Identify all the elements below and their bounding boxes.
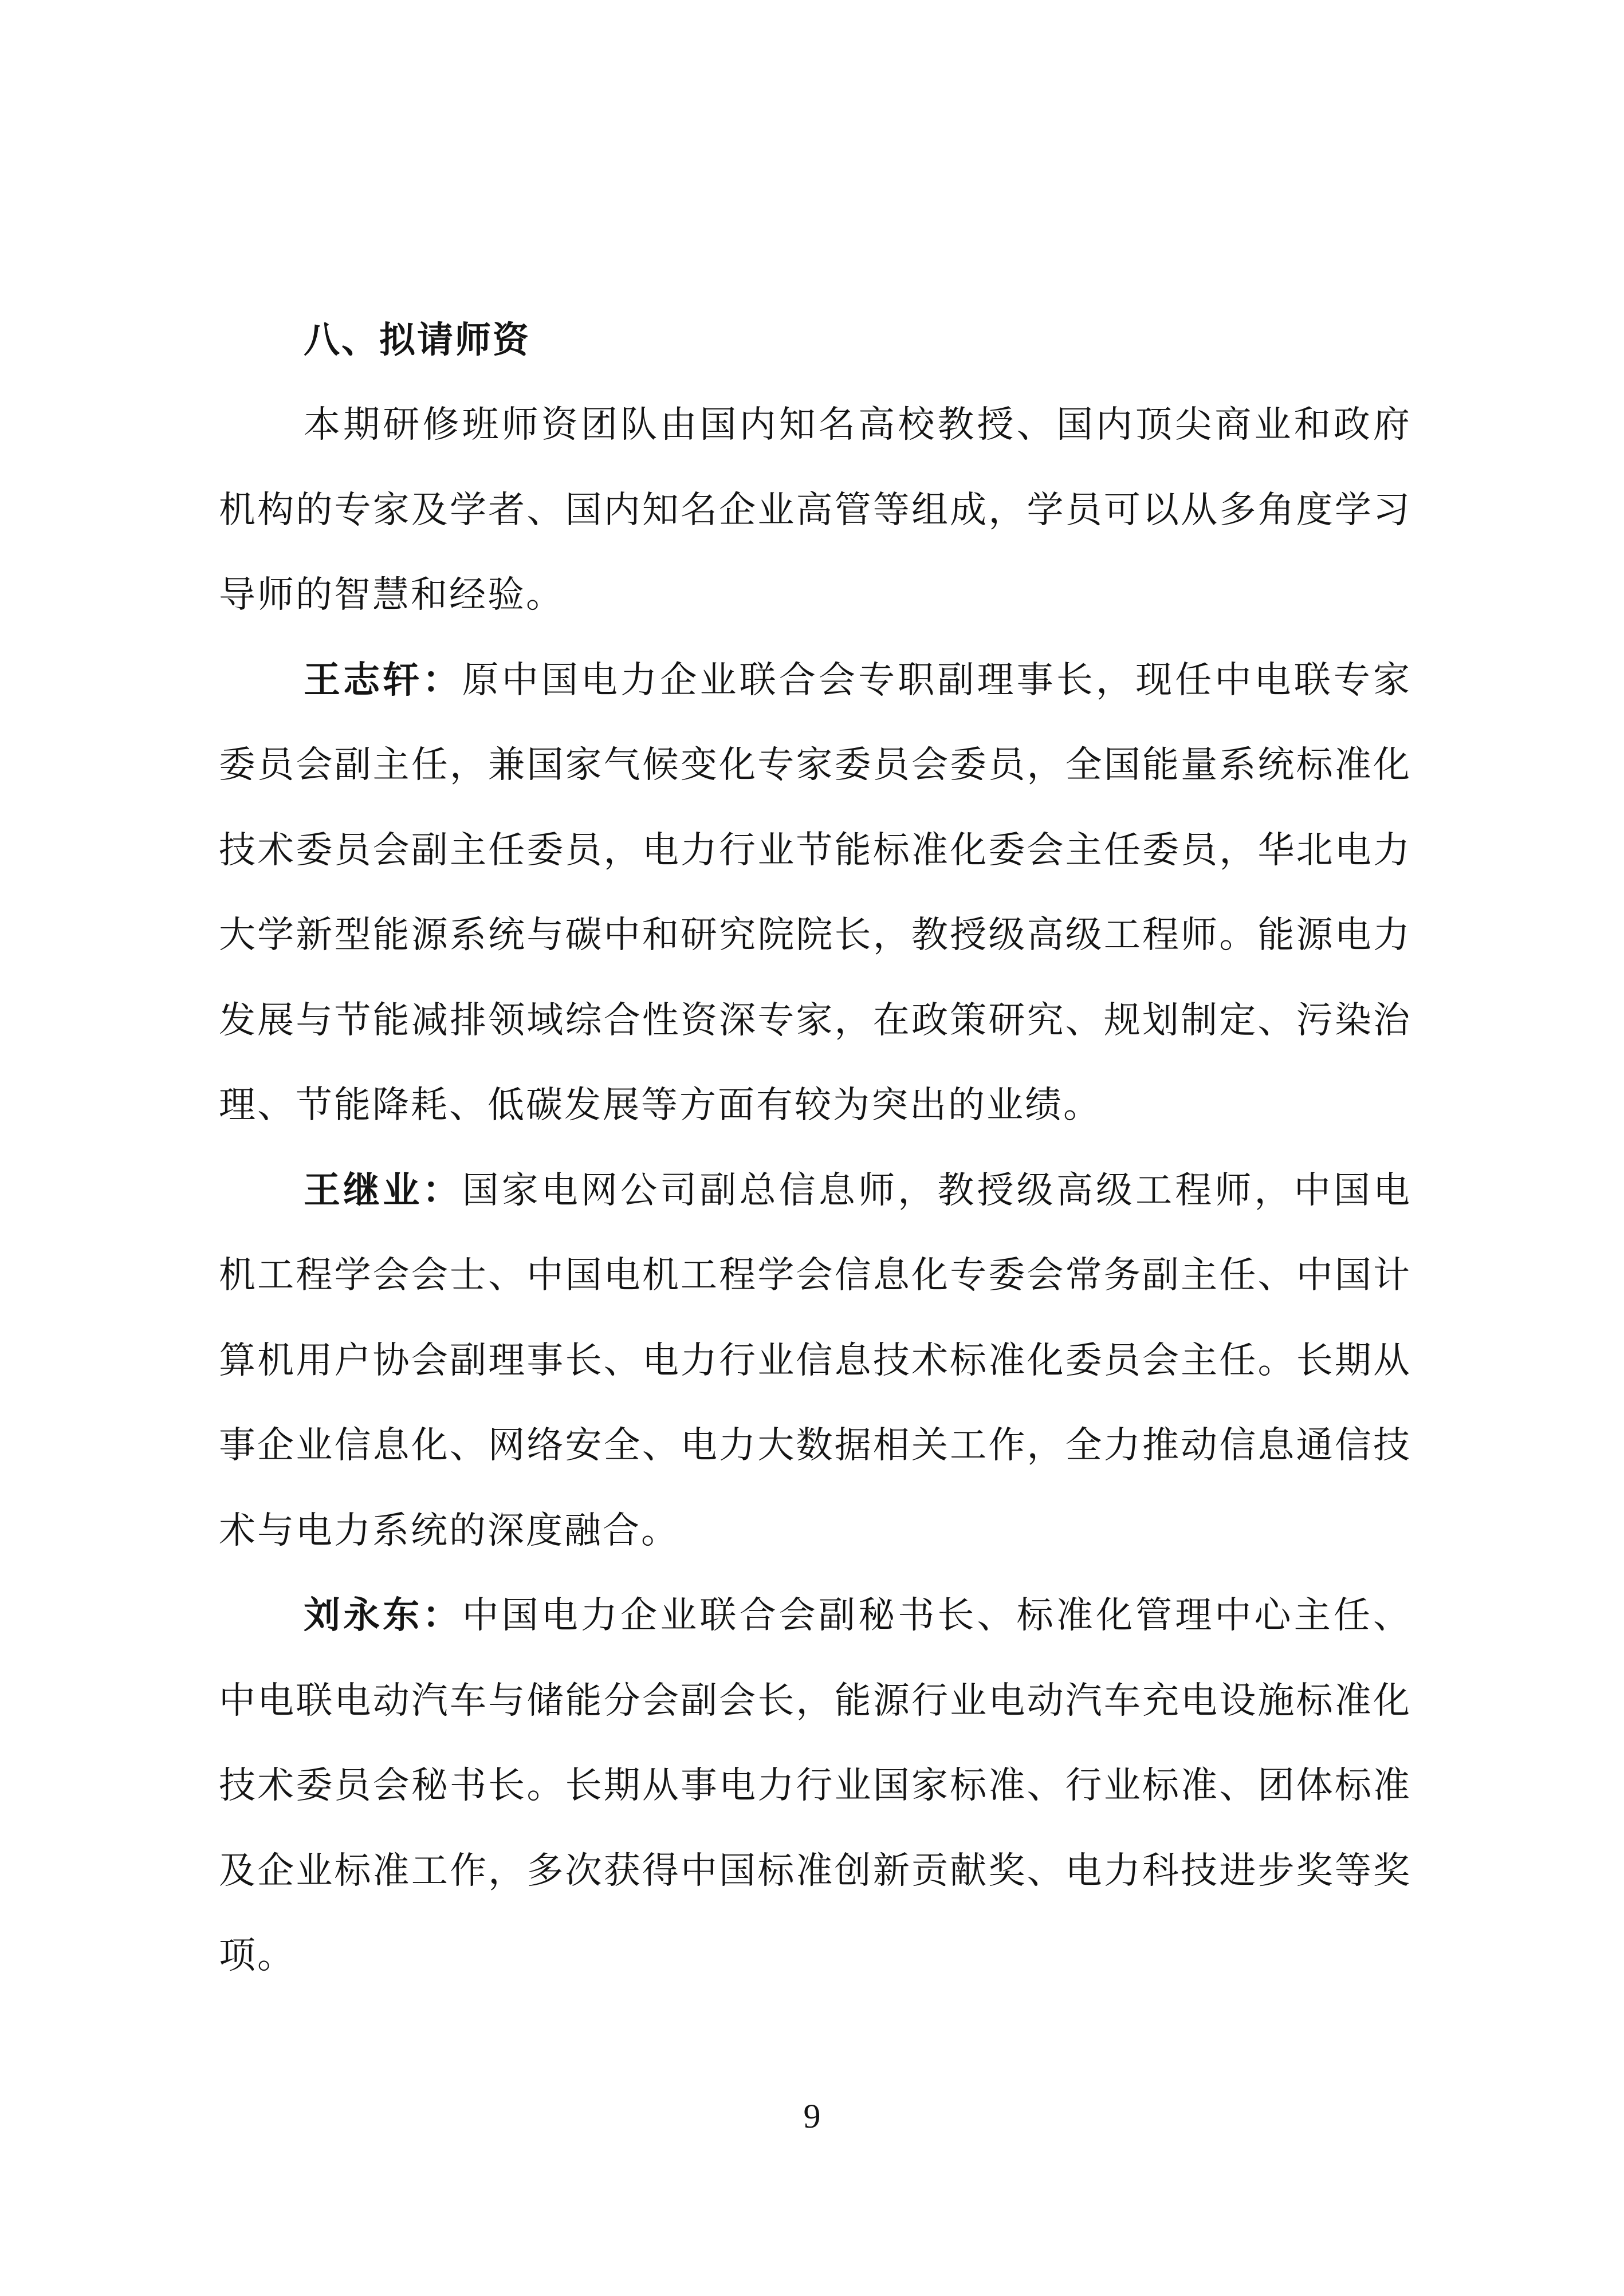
instructor-paragraph xyxy=(219,1148,1411,1574)
instructor-name: 王继业： xyxy=(304,1169,462,1212)
page-number: 9 xyxy=(803,2097,821,2135)
instructor-name: 王志轩： xyxy=(304,659,462,702)
instructor-bio: 国家电网公司副总信息师，教授级高级工程师，中国电机工程学会会士、中国电机工程学会信息化专委会常务副主任、中国计算机用户协会副理事长、电力行业信息技术标准化委员会主任。长期从事企业信息化、网络安全、电力大数据相关工作，全力推动信息通信技术与电力系统的深度融合。 xyxy=(219,1169,1411,1552)
document-body xyxy=(219,298,1411,1999)
intro-paragraph: 本期研修班师资团队由国内知名高校教授、国内顶尖商业和政府机构的专家及学者、国内知名企业高管等组成，学员可以从多角度学习导师的智慧和经验。 xyxy=(219,404,1411,616)
instructor-bio: 原中国电力企业联合会专职副理事长，现任中电联专家委员会副主任，兼国家气候变化专家委员会委员，全国能量系统标准化技术委员会副主任委员，电力行业节能标准化委会主任委员，华北电力大学新型能源系统与碳中和研究院院长，教授级高级工程师。能源电力发展与节能减排领域综合性资深专家，在政策研究、规划制定、污染治理、节能降耗、低碳发展等方面有较为突出的业绩。 xyxy=(219,659,1411,1127)
instructor-bio: 中国电力企业联合会副秘书长、标准化管理中心主任、中电联电动汽车与储能分会副会长，能源行业电动汽车充电设施标准化技术委员会秘书长。长期从事电力行业国家标准、行业标准、团体标准及企业标准工作，多次获得中国标准创新贡献奖、电力科技进步奖等奖项。 xyxy=(219,1594,1411,1977)
instructor-paragraph xyxy=(219,638,1411,1148)
instructor-name: 刘永东： xyxy=(304,1594,462,1637)
section-heading: 八、拟请师资 xyxy=(304,319,530,361)
instructor-paragraph xyxy=(219,1573,1411,1999)
